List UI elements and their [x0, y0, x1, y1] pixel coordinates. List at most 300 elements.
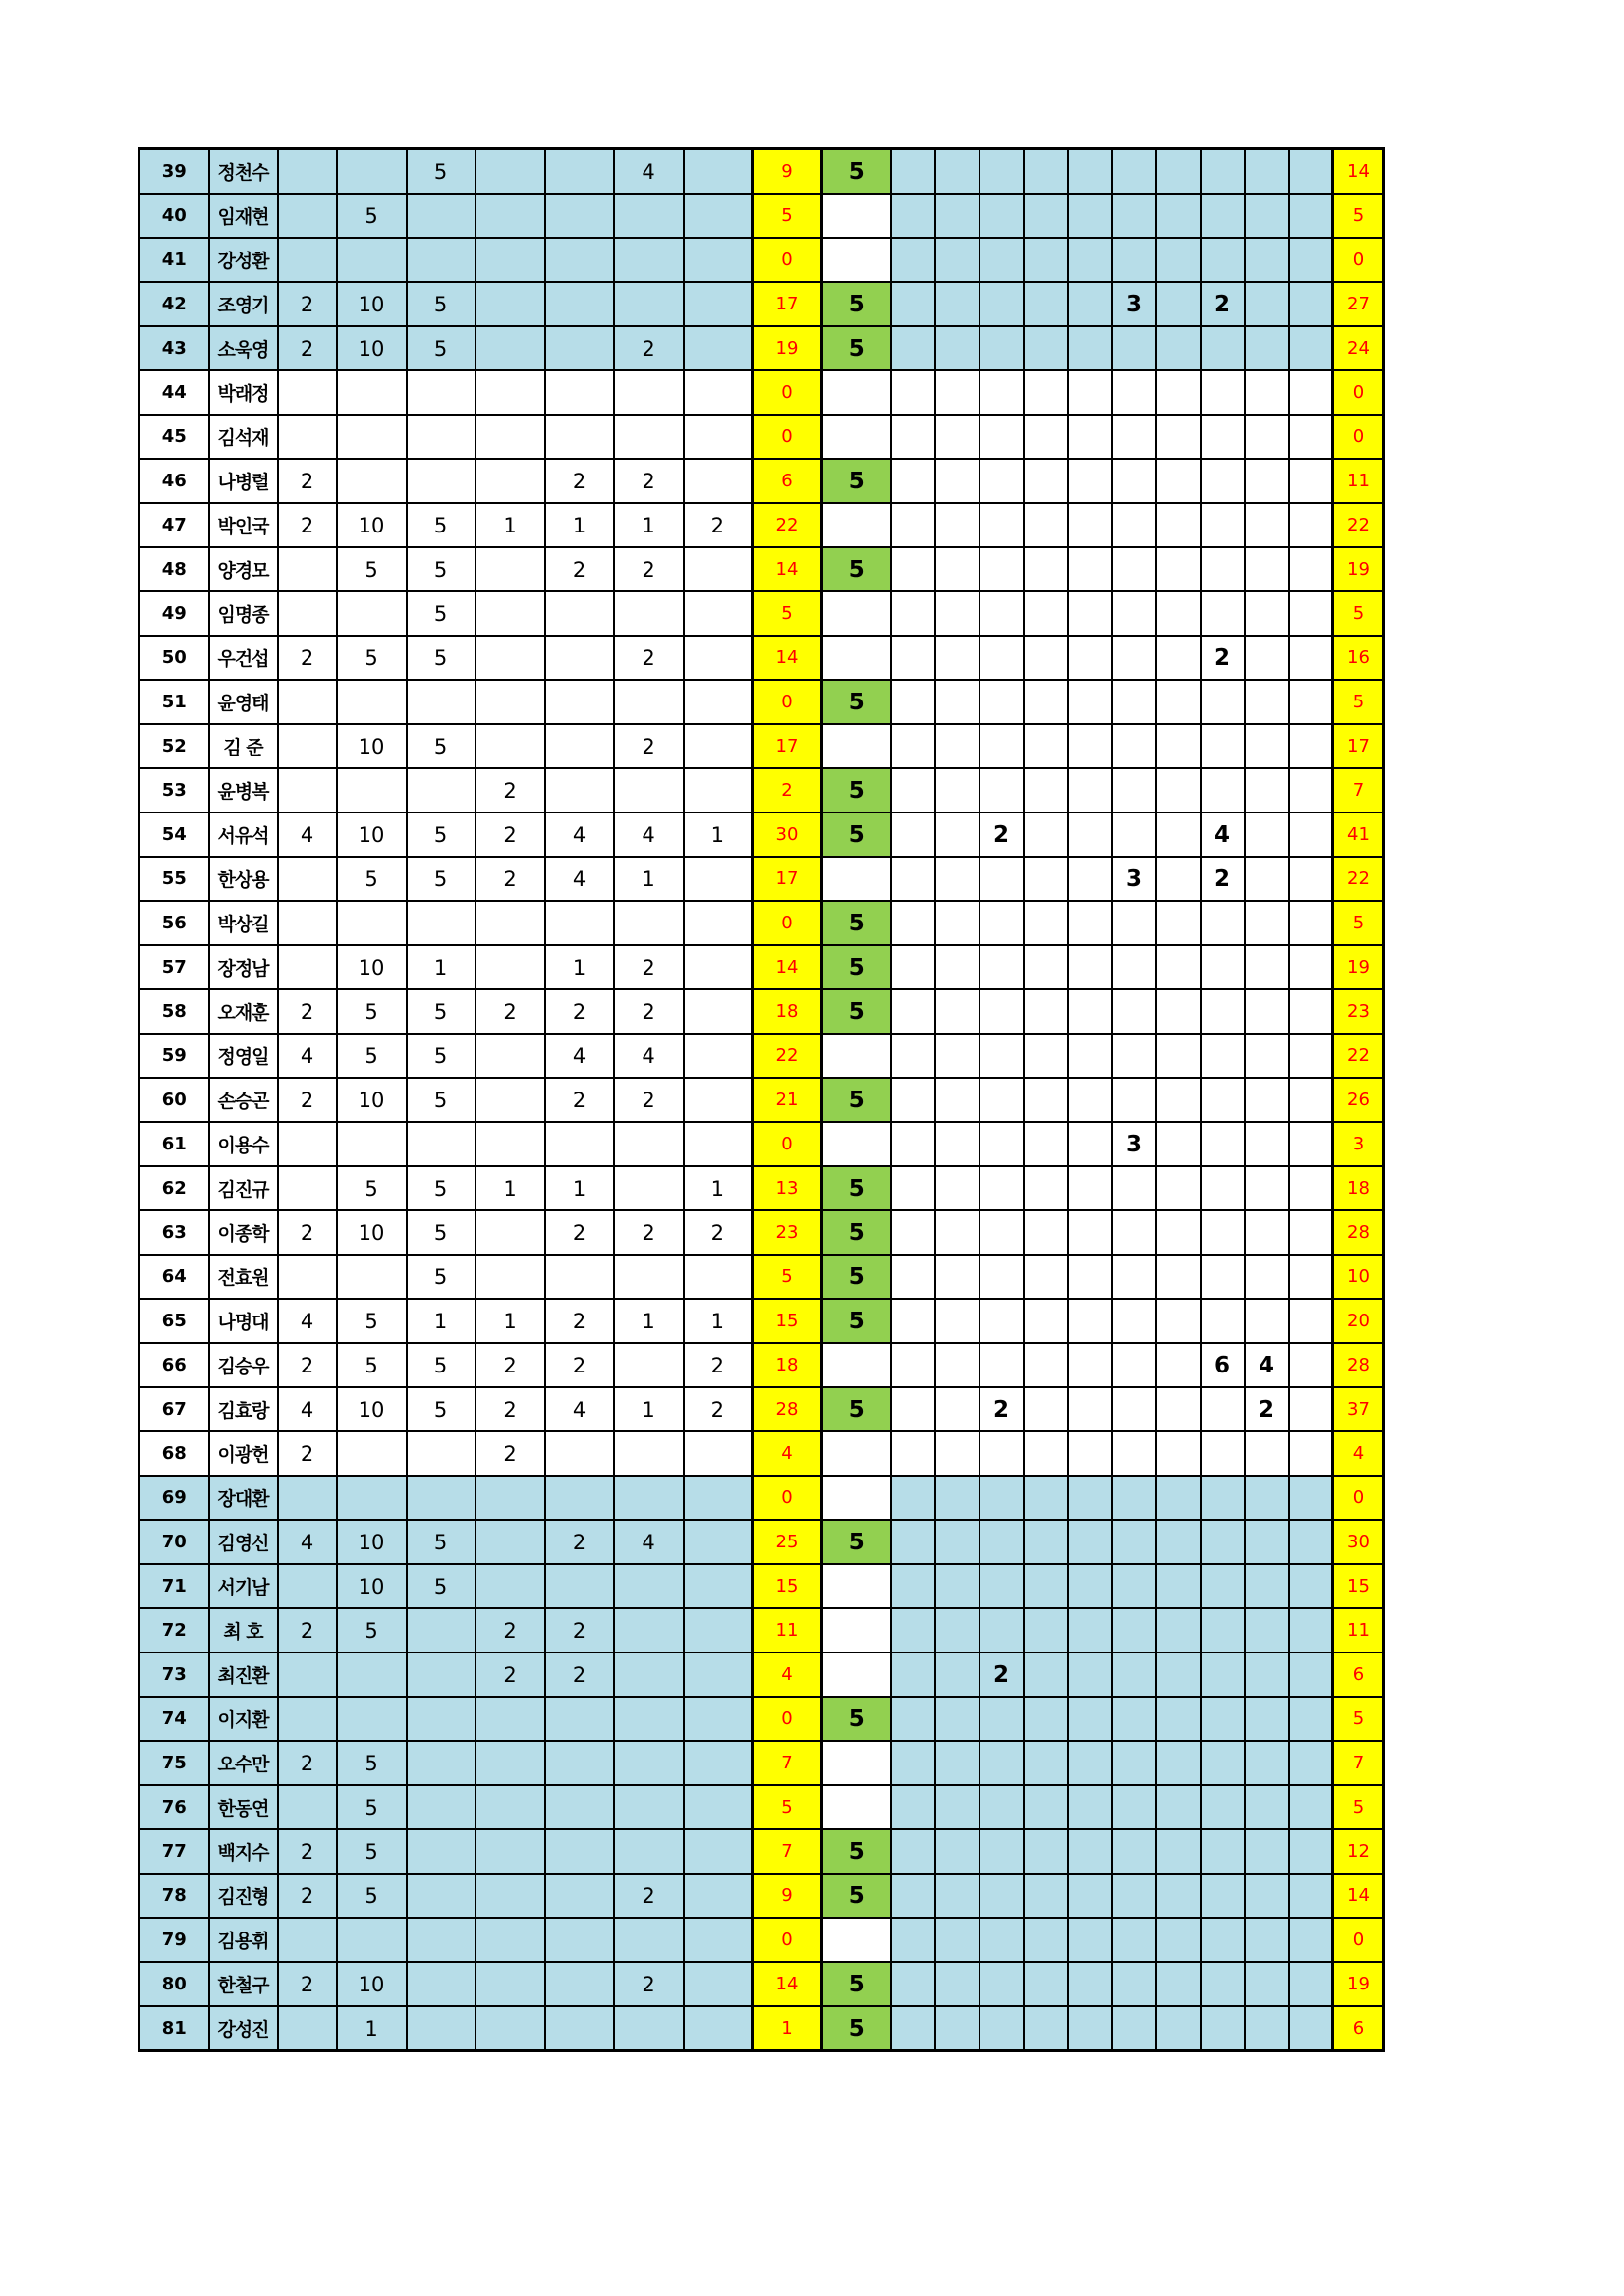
total-cell: 5	[1333, 591, 1384, 636]
score-cell: 1	[684, 1299, 753, 1343]
total-cell: 27	[1333, 282, 1384, 326]
row-number: 40	[140, 194, 209, 238]
extra-score-cell	[1245, 194, 1289, 238]
score-cell	[476, 1520, 545, 1564]
extra-score-cell	[891, 282, 935, 326]
extra-score-cell	[935, 989, 980, 1034]
score-cell	[684, 459, 753, 503]
extra-score-cell	[891, 238, 935, 282]
extra-score-cell	[1245, 1034, 1289, 1078]
score-cell: 2	[278, 636, 337, 680]
row-number: 57	[140, 945, 209, 989]
row-number: 73	[140, 1652, 209, 1697]
score-cell	[476, 591, 545, 636]
extra-score-cell	[1068, 1255, 1112, 1299]
total-cell: 12	[1333, 1829, 1384, 1874]
subtotal-cell: 6	[753, 459, 822, 503]
extra-score-cell	[1024, 459, 1068, 503]
extra-score-cell	[1156, 724, 1201, 768]
extra-score-cell	[935, 1829, 980, 1874]
extra-score-cell	[1156, 1078, 1201, 1122]
extra-score-cell	[1289, 238, 1333, 282]
extra-score-cell	[1245, 945, 1289, 989]
extra-score-cell	[1245, 1697, 1289, 1741]
extra-score-cell	[1024, 1210, 1068, 1255]
table-row	[140, 282, 1384, 326]
extra-score-cell	[935, 415, 980, 459]
extra-score-cell	[891, 326, 935, 370]
extra-score-cell	[935, 2006, 980, 2051]
score-cell: 1	[476, 1166, 545, 1210]
extra-score-cell	[1112, 149, 1156, 195]
table-row	[140, 1078, 1384, 1122]
extra-score-cell	[1068, 1122, 1112, 1166]
extra-score-cell	[1156, 282, 1201, 326]
extra-score-cell	[1112, 194, 1156, 238]
extra-score-cell	[1024, 282, 1068, 326]
extra-score-cell	[980, 945, 1024, 989]
extra-score-cell	[935, 1210, 980, 1255]
extra-score-cell	[1289, 901, 1333, 945]
score-cell	[278, 1564, 337, 1608]
extra-score-cell	[1112, 1387, 1156, 1431]
subtotal-cell: 22	[753, 503, 822, 547]
extra-score-cell	[1289, 1697, 1333, 1741]
row-number: 46	[140, 459, 209, 503]
score-cell: 1	[684, 812, 753, 857]
extra-score-cell: 3	[1112, 1122, 1156, 1166]
extra-score-cell	[1156, 1387, 1201, 1431]
extra-score-cell	[891, 1962, 935, 2006]
extra-score-cell	[1245, 1829, 1289, 1874]
bonus-cell	[822, 238, 891, 282]
extra-score-cell	[1201, 238, 1245, 282]
subtotal-cell: 9	[753, 1874, 822, 1918]
score-cell: 4	[614, 149, 684, 195]
score-cell	[407, 1652, 476, 1697]
extra-score-cell	[935, 1476, 980, 1520]
table-row	[140, 1608, 1384, 1652]
extra-score-cell	[1024, 1476, 1068, 1520]
extra-score-cell	[891, 1343, 935, 1387]
score-cell	[684, 194, 753, 238]
score-cell: 2	[545, 1343, 614, 1387]
table-row	[140, 326, 1384, 370]
extra-score-cell	[935, 901, 980, 945]
score-cell: 5	[407, 1078, 476, 1122]
score-cell	[684, 1918, 753, 1962]
extra-score-cell	[1024, 2006, 1068, 2051]
extra-score-cell	[891, 547, 935, 591]
score-cell	[337, 591, 407, 636]
total-cell: 0	[1333, 370, 1384, 415]
subtotal-cell: 17	[753, 282, 822, 326]
extra-score-cell	[980, 989, 1024, 1034]
extra-score-cell	[1068, 1829, 1112, 1874]
extra-score-cell	[1024, 1829, 1068, 1874]
score-cell	[278, 415, 337, 459]
extra-score-cell	[1024, 1918, 1068, 1962]
table-row	[140, 1829, 1384, 1874]
score-cell: 5	[407, 636, 476, 680]
extra-score-cell	[1024, 724, 1068, 768]
score-cell	[407, 459, 476, 503]
score-cell: 5	[337, 194, 407, 238]
bonus-cell: 5	[822, 1387, 891, 1431]
score-cell	[684, 1255, 753, 1299]
subtotal-cell: 25	[753, 1520, 822, 1564]
extra-score-cell	[1289, 989, 1333, 1034]
score-cell	[407, 1697, 476, 1741]
extra-score-cell	[1156, 1343, 1201, 1387]
score-cell	[614, 282, 684, 326]
row-number: 54	[140, 812, 209, 857]
extra-score-cell	[1068, 194, 1112, 238]
extra-score-cell	[1156, 768, 1201, 812]
bonus-cell: 5	[822, 1210, 891, 1255]
score-cell	[684, 326, 753, 370]
extra-score-cell	[980, 1962, 1024, 2006]
extra-score-cell	[1245, 1122, 1289, 1166]
score-cell	[545, 415, 614, 459]
member-name: 한철구	[209, 1962, 278, 2006]
score-cell: 2	[278, 282, 337, 326]
extra-score-cell	[935, 636, 980, 680]
extra-score-cell	[1245, 1299, 1289, 1343]
score-cell: 2	[278, 326, 337, 370]
score-cell: 4	[545, 857, 614, 901]
extra-score-cell	[1245, 459, 1289, 503]
extra-score-cell	[980, 1034, 1024, 1078]
score-cell: 5	[407, 326, 476, 370]
bonus-cell: 5	[822, 326, 891, 370]
member-name: 장대환	[209, 1476, 278, 1520]
extra-score-cell	[1156, 547, 1201, 591]
score-cell	[684, 1520, 753, 1564]
row-number: 69	[140, 1476, 209, 1520]
extra-score-cell	[891, 1476, 935, 1520]
extra-score-cell	[1024, 768, 1068, 812]
score-cell: 2	[684, 1343, 753, 1387]
extra-score-cell	[1068, 1785, 1112, 1829]
extra-score-cell	[980, 1520, 1024, 1564]
extra-score-cell	[1112, 1210, 1156, 1255]
score-cell	[684, 1078, 753, 1122]
extra-score-cell	[1289, 1476, 1333, 1520]
extra-score-cell	[1112, 547, 1156, 591]
extra-score-cell	[980, 857, 1024, 901]
score-cell: 1	[407, 945, 476, 989]
score-cell	[476, 1255, 545, 1299]
extra-score-cell	[1201, 1608, 1245, 1652]
score-cell	[407, 1608, 476, 1652]
extra-score-cell	[891, 194, 935, 238]
extra-score-cell	[1068, 149, 1112, 195]
score-cell: 1	[614, 857, 684, 901]
row-number: 75	[140, 1741, 209, 1785]
score-cell: 5	[337, 1299, 407, 1343]
score-cell	[684, 1785, 753, 1829]
extra-score-cell	[1024, 370, 1068, 415]
score-cell: 10	[337, 282, 407, 326]
extra-score-cell	[1289, 503, 1333, 547]
extra-score-cell	[1156, 812, 1201, 857]
score-cell	[476, 149, 545, 195]
extra-score-cell	[980, 901, 1024, 945]
score-cell	[684, 636, 753, 680]
member-name: 백지수	[209, 1829, 278, 1874]
extra-score-cell	[980, 547, 1024, 591]
score-cell	[684, 724, 753, 768]
extra-score-cell: 2	[1201, 857, 1245, 901]
score-cell: 2	[614, 945, 684, 989]
extra-score-cell	[1156, 1697, 1201, 1741]
score-cell	[545, 1829, 614, 1874]
extra-score-cell	[1068, 1520, 1112, 1564]
score-cell	[278, 1255, 337, 1299]
extra-score-cell	[1156, 1166, 1201, 1210]
table-row	[140, 1874, 1384, 1918]
score-cell: 2	[614, 1962, 684, 2006]
extra-score-cell: 2	[980, 812, 1024, 857]
score-cell	[278, 1652, 337, 1697]
extra-score-cell	[1068, 1387, 1112, 1431]
row-number: 74	[140, 1697, 209, 1741]
total-cell: 3	[1333, 1122, 1384, 1166]
extra-score-cell	[891, 149, 935, 195]
table-row	[140, 857, 1384, 901]
score-cell	[684, 1122, 753, 1166]
score-cell	[337, 901, 407, 945]
member-name: 강성환	[209, 238, 278, 282]
score-cell: 4	[278, 1034, 337, 1078]
total-cell: 0	[1333, 1476, 1384, 1520]
extra-score-cell	[891, 1608, 935, 1652]
total-cell: 41	[1333, 812, 1384, 857]
extra-score-cell	[1289, 724, 1333, 768]
extra-score-cell	[891, 768, 935, 812]
extra-score-cell	[1245, 1962, 1289, 2006]
extra-score-cell	[1245, 636, 1289, 680]
extra-score-cell	[1245, 1431, 1289, 1476]
table-row	[140, 1785, 1384, 1829]
extra-score-cell	[1112, 1520, 1156, 1564]
row-number: 47	[140, 503, 209, 547]
score-cell	[476, 1210, 545, 1255]
extra-score-cell	[1068, 1034, 1112, 1078]
extra-score-cell	[980, 1874, 1024, 1918]
member-name: 이종학	[209, 1210, 278, 1255]
score-cell	[278, 1918, 337, 1962]
extra-score-cell	[1112, 1431, 1156, 1476]
member-name: 양경모	[209, 547, 278, 591]
subtotal-cell: 18	[753, 989, 822, 1034]
extra-score-cell	[1024, 238, 1068, 282]
bonus-cell	[822, 1476, 891, 1520]
score-cell	[407, 1741, 476, 1785]
score-cell: 5	[337, 636, 407, 680]
score-cell	[545, 282, 614, 326]
table-row	[140, 1476, 1384, 1520]
extra-score-cell	[891, 1697, 935, 1741]
score-cell	[278, 945, 337, 989]
score-cell	[545, 636, 614, 680]
extra-score-cell	[891, 1520, 935, 1564]
extra-score-cell	[1156, 1741, 1201, 1785]
score-cell	[407, 680, 476, 724]
member-name: 김효랑	[209, 1387, 278, 1431]
extra-score-cell	[891, 1122, 935, 1166]
score-cell: 2	[614, 989, 684, 1034]
extra-score-cell	[1201, 1918, 1245, 1962]
extra-score-cell	[935, 1122, 980, 1166]
member-name: 손승곤	[209, 1078, 278, 1122]
score-cell	[545, 1255, 614, 1299]
score-cell	[337, 238, 407, 282]
extra-score-cell	[935, 194, 980, 238]
extra-score-cell	[1112, 238, 1156, 282]
score-cell	[684, 1874, 753, 1918]
score-cell	[614, 238, 684, 282]
extra-score-cell	[1156, 1299, 1201, 1343]
row-number: 48	[140, 547, 209, 591]
score-cell: 5	[407, 1034, 476, 1078]
extra-score-cell	[1024, 1078, 1068, 1122]
score-cell	[278, 724, 337, 768]
score-cell: 5	[337, 1034, 407, 1078]
extra-score-cell	[1112, 1962, 1156, 2006]
score-cell: 1	[614, 503, 684, 547]
score-cell: 10	[337, 1078, 407, 1122]
bonus-cell	[822, 1918, 891, 1962]
extra-score-cell	[891, 2006, 935, 2051]
bonus-cell	[822, 1741, 891, 1785]
extra-score-cell	[1201, 149, 1245, 195]
score-cell: 5	[407, 591, 476, 636]
extra-score-cell	[1068, 1343, 1112, 1387]
extra-score-cell	[1024, 1431, 1068, 1476]
table-row	[140, 194, 1384, 238]
extra-score-cell	[935, 370, 980, 415]
bonus-cell: 5	[822, 459, 891, 503]
score-cell	[476, 194, 545, 238]
total-cell: 5	[1333, 1697, 1384, 1741]
score-cell	[614, 1564, 684, 1608]
member-name: 이지환	[209, 1697, 278, 1741]
extra-score-cell	[1068, 547, 1112, 591]
extra-score-cell	[1068, 901, 1112, 945]
extra-score-cell	[980, 503, 1024, 547]
score-cell	[278, 370, 337, 415]
score-cell	[614, 1343, 684, 1387]
extra-score-cell	[1289, 1829, 1333, 1874]
total-cell: 14	[1333, 1874, 1384, 1918]
row-number: 41	[140, 238, 209, 282]
bonus-cell	[822, 1431, 891, 1476]
extra-score-cell	[1112, 1918, 1156, 1962]
extra-score-cell	[1245, 1652, 1289, 1697]
table-row	[140, 1166, 1384, 1210]
extra-score-cell	[1245, 415, 1289, 459]
score-cell	[407, 1962, 476, 2006]
score-cell	[476, 1034, 545, 1078]
extra-score-cell	[891, 1078, 935, 1122]
score-cell	[545, 724, 614, 768]
score-cell	[278, 1785, 337, 1829]
score-cell: 2	[614, 459, 684, 503]
total-cell: 5	[1333, 1785, 1384, 1829]
bonus-cell: 5	[822, 2006, 891, 2051]
extra-score-cell	[935, 1564, 980, 1608]
score-cell: 5	[407, 812, 476, 857]
score-cell	[476, 1829, 545, 1874]
extra-score-cell	[980, 1829, 1024, 1874]
score-cell: 5	[337, 857, 407, 901]
score-cell: 5	[407, 1255, 476, 1299]
extra-score-cell	[1201, 724, 1245, 768]
extra-score-cell: 6	[1201, 1343, 1245, 1387]
total-cell: 28	[1333, 1343, 1384, 1387]
subtotal-cell: 7	[753, 1741, 822, 1785]
score-cell: 2	[278, 989, 337, 1034]
extra-score-cell	[935, 1785, 980, 1829]
total-cell: 0	[1333, 238, 1384, 282]
extra-score-cell	[1289, 149, 1333, 195]
extra-score-cell: 2	[1245, 1387, 1289, 1431]
extra-score-cell	[1289, 370, 1333, 415]
score-cell	[278, 1166, 337, 1210]
score-cell: 2	[278, 1343, 337, 1387]
extra-score-cell	[980, 194, 1024, 238]
total-cell: 37	[1333, 1387, 1384, 1431]
member-name: 전효원	[209, 1255, 278, 1299]
extra-score-cell	[891, 591, 935, 636]
extra-score-cell	[1068, 768, 1112, 812]
extra-score-cell	[980, 149, 1024, 195]
extra-score-cell	[1156, 945, 1201, 989]
bonus-cell	[822, 1785, 891, 1829]
extra-score-cell	[1112, 1476, 1156, 1520]
extra-score-cell	[980, 415, 1024, 459]
extra-score-cell	[1068, 636, 1112, 680]
subtotal-cell: 5	[753, 1255, 822, 1299]
score-cell	[337, 1122, 407, 1166]
extra-score-cell	[1068, 724, 1112, 768]
member-name: 한상용	[209, 857, 278, 901]
extra-score-cell	[1024, 547, 1068, 591]
row-number: 53	[140, 768, 209, 812]
score-cell	[545, 1874, 614, 1918]
row-number: 61	[140, 1122, 209, 1166]
score-cell: 2	[476, 1608, 545, 1652]
extra-score-cell	[1289, 1520, 1333, 1564]
extra-score-cell	[1245, 901, 1289, 945]
extra-score-cell	[1201, 1299, 1245, 1343]
extra-score-cell	[980, 326, 1024, 370]
bonus-cell: 5	[822, 901, 891, 945]
subtotal-cell: 5	[753, 1785, 822, 1829]
score-cell	[684, 238, 753, 282]
score-cell	[476, 547, 545, 591]
table-row	[140, 1255, 1384, 1299]
bonus-cell: 5	[822, 1697, 891, 1741]
score-cell	[684, 1741, 753, 1785]
row-number: 62	[140, 1166, 209, 1210]
score-cell: 1	[614, 1299, 684, 1343]
score-cell	[614, 415, 684, 459]
total-cell: 15	[1333, 1564, 1384, 1608]
extra-score-cell	[1201, 1034, 1245, 1078]
